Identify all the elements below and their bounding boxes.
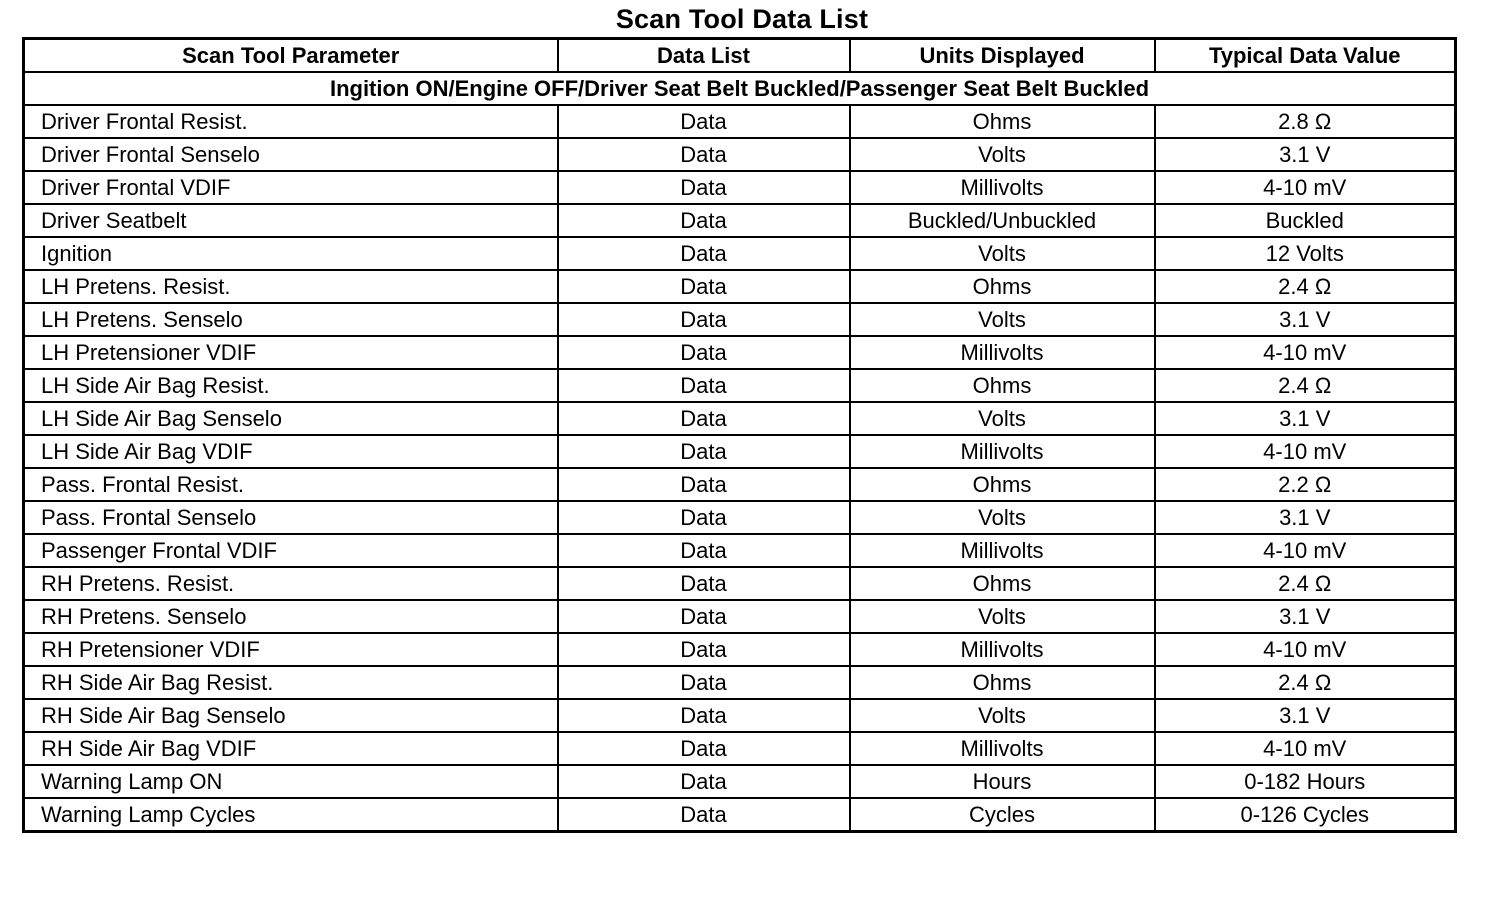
table-row xyxy=(24,204,1456,237)
cell-data-list: Data xyxy=(558,501,850,534)
cell-units: Ohms xyxy=(850,666,1155,699)
cell-data-list: Data xyxy=(558,303,850,336)
cell-units: Volts xyxy=(850,237,1155,270)
cell-data-list: Data xyxy=(558,138,850,171)
cell-units: Volts xyxy=(850,303,1155,336)
cell-units: Ohms xyxy=(850,270,1155,303)
cell-typical-value: 4-10 mV xyxy=(1155,534,1456,567)
cell-parameter: Driver Seatbelt xyxy=(24,204,558,237)
cell-units: Ohms xyxy=(850,567,1155,600)
cell-parameter: Ignition xyxy=(24,237,558,270)
cell-units: Ohms xyxy=(850,369,1155,402)
cell-data-list: Data xyxy=(558,567,850,600)
cell-parameter: LH Side Air Bag VDIF xyxy=(24,435,558,468)
cell-parameter: Driver Frontal VDIF xyxy=(24,171,558,204)
cell-units: Cycles xyxy=(850,798,1155,832)
cell-parameter: Driver Frontal Resist. xyxy=(24,105,558,138)
table-row xyxy=(24,468,1456,501)
cell-parameter: Pass. Frontal Senselo xyxy=(24,501,558,534)
page-title: Scan Tool Data List xyxy=(615,4,869,34)
cell-data-list: Data xyxy=(558,468,850,501)
table-row xyxy=(24,435,1456,468)
cell-typical-value: 2.8 Ω xyxy=(1155,105,1456,138)
cell-typical-value: 2.4 Ω xyxy=(1155,666,1456,699)
cell-data-list: Data xyxy=(558,336,850,369)
cell-data-list: Data xyxy=(558,534,850,567)
cell-data-list: Data xyxy=(558,204,850,237)
table-row xyxy=(24,666,1456,699)
cell-parameter: LH Side Air Bag Resist. xyxy=(24,369,558,402)
cell-typical-value: 3.1 V xyxy=(1155,600,1456,633)
scan-tool-data-table xyxy=(22,37,1457,833)
cell-units: Millivolts xyxy=(850,633,1155,666)
cell-typical-value: 3.1 V xyxy=(1155,501,1456,534)
cell-parameter: RH Pretens. Senselo xyxy=(24,600,558,633)
table-header-row xyxy=(24,39,1456,73)
table-row xyxy=(24,171,1456,204)
column-header-typical-value: Typical Data Value xyxy=(1155,39,1456,73)
cell-data-list: Data xyxy=(558,600,850,633)
cell-units: Millivolts xyxy=(850,171,1155,204)
cell-data-list: Data xyxy=(558,237,850,270)
cell-typical-value: 2.4 Ω xyxy=(1155,270,1456,303)
table-row xyxy=(24,732,1456,765)
cell-data-list: Data xyxy=(558,699,850,732)
cell-typical-value: 3.1 V xyxy=(1155,402,1456,435)
cell-units: Millivolts xyxy=(850,435,1155,468)
cell-parameter: Passenger Frontal VDIF xyxy=(24,534,558,567)
cell-data-list: Data xyxy=(558,633,850,666)
cell-typical-value: 4-10 mV xyxy=(1155,336,1456,369)
cell-data-list: Data xyxy=(558,732,850,765)
cell-typical-value: 2.2 Ω xyxy=(1155,468,1456,501)
cell-parameter: LH Pretensioner VDIF xyxy=(24,336,558,369)
cell-parameter: RH Side Air Bag Resist. xyxy=(24,666,558,699)
cell-typical-value: 0-182 Hours xyxy=(1155,765,1456,798)
cell-units: Volts xyxy=(850,501,1155,534)
cell-parameter: Warning Lamp Cycles xyxy=(24,798,558,832)
table-row xyxy=(24,138,1456,171)
cell-typical-value: 2.4 Ω xyxy=(1155,567,1456,600)
cell-units: Millivolts xyxy=(850,336,1155,369)
table-row xyxy=(24,369,1456,402)
cell-typical-value: 3.1 V xyxy=(1155,138,1456,171)
cell-units: Millivolts xyxy=(850,732,1155,765)
cell-typical-value: 4-10 mV xyxy=(1155,435,1456,468)
table-row xyxy=(24,402,1456,435)
cell-parameter: Warning Lamp ON xyxy=(24,765,558,798)
cell-data-list: Data xyxy=(558,435,850,468)
table-body xyxy=(24,72,1456,832)
column-header-data-list: Data List xyxy=(558,39,850,73)
table-row xyxy=(24,765,1456,798)
table-row xyxy=(24,567,1456,600)
cell-units: Volts xyxy=(850,600,1155,633)
test-condition: Ingition ON/Engine OFF/Driver Seat Belt Buckled/Passenger Seat Belt Buckled xyxy=(24,72,1456,105)
cell-data-list: Data xyxy=(558,369,850,402)
table-row xyxy=(24,798,1456,832)
cell-typical-value: 4-10 mV xyxy=(1155,633,1456,666)
cell-typical-value: 12 Volts xyxy=(1155,237,1456,270)
cell-typical-value: Buckled xyxy=(1155,204,1456,237)
cell-units: Volts xyxy=(850,402,1155,435)
table-row xyxy=(24,237,1456,270)
cell-parameter: RH Pretens. Resist. xyxy=(24,567,558,600)
cell-data-list: Data xyxy=(558,171,850,204)
cell-units: Ohms xyxy=(850,468,1155,501)
condition-row xyxy=(24,72,1456,105)
cell-parameter: Driver Frontal Senselo xyxy=(24,138,558,171)
cell-typical-value: 2.4 Ω xyxy=(1155,369,1456,402)
table-row xyxy=(24,303,1456,336)
cell-parameter: RH Side Air Bag VDIF xyxy=(24,732,558,765)
table-row xyxy=(24,699,1456,732)
cell-units: Ohms xyxy=(850,105,1155,138)
table-row xyxy=(24,270,1456,303)
table-row xyxy=(24,501,1456,534)
cell-parameter: RH Pretensioner VDIF xyxy=(24,633,558,666)
table-row xyxy=(24,534,1456,567)
table-row xyxy=(24,600,1456,633)
cell-typical-value: 0-126 Cycles xyxy=(1155,798,1456,832)
cell-data-list: Data xyxy=(558,105,850,138)
cell-typical-value: 3.1 V xyxy=(1155,699,1456,732)
cell-typical-value: 4-10 mV xyxy=(1155,171,1456,204)
cell-units: Buckled/Unbuckled xyxy=(850,204,1155,237)
cell-parameter: RH Side Air Bag Senselo xyxy=(24,699,558,732)
cell-typical-value: 3.1 V xyxy=(1155,303,1456,336)
table-row xyxy=(24,105,1456,138)
cell-units: Volts xyxy=(850,138,1155,171)
cell-data-list: Data xyxy=(558,798,850,832)
cell-units: Volts xyxy=(850,699,1155,732)
cell-typical-value: 4-10 mV xyxy=(1155,732,1456,765)
column-header-units: Units Displayed xyxy=(850,39,1155,73)
table-row xyxy=(24,633,1456,666)
cell-parameter: LH Pretens. Resist. xyxy=(24,270,558,303)
cell-parameter: Pass. Frontal Resist. xyxy=(24,468,558,501)
cell-data-list: Data xyxy=(558,402,850,435)
cell-parameter: LH Side Air Bag Senselo xyxy=(24,402,558,435)
cell-data-list: Data xyxy=(558,666,850,699)
table-row xyxy=(24,336,1456,369)
cell-data-list: Data xyxy=(558,270,850,303)
column-header-parameter: Scan Tool Parameter xyxy=(24,39,558,73)
cell-data-list: Data xyxy=(558,765,850,798)
cell-parameter: LH Pretens. Senselo xyxy=(24,303,558,336)
cell-units: Hours xyxy=(850,765,1155,798)
cell-units: Millivolts xyxy=(850,534,1155,567)
